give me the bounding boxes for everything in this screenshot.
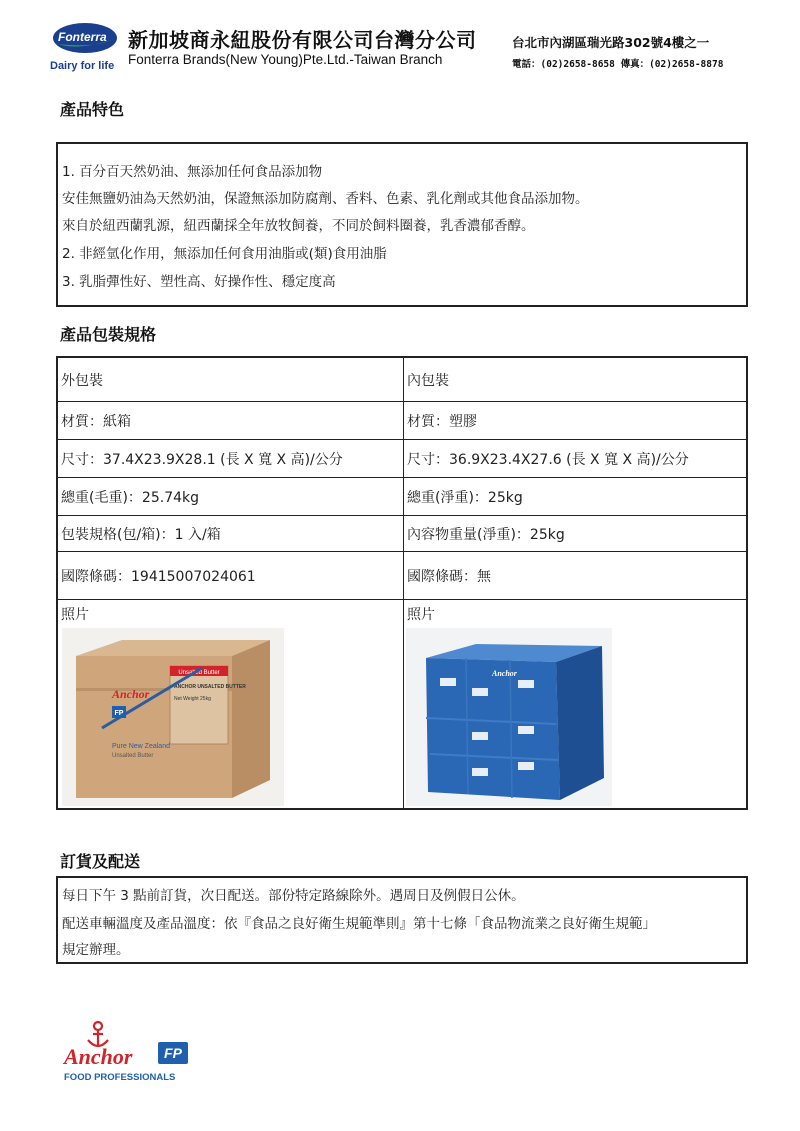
feature-line: 3. 乳脂彈性好、塑性高、好操作性、穩定度高 (62, 274, 336, 290)
outer-cell: 材質：紙箱 (58, 402, 404, 439)
carton-label-title: Unsalted Butter (178, 670, 220, 676)
company-name-zh: 新加坡商永紐股份有限公司台灣分公司 (128, 28, 477, 52)
company-name-en: Fonterra Brands(New Young)Pte.Ltd.-Taiwan Branch (128, 52, 443, 67)
table-row (58, 358, 746, 402)
features-title: 產品特色 (60, 100, 125, 119)
carton-brand: Anchor (112, 687, 150, 701)
fonterra-tagline: Dairy for life (50, 60, 115, 72)
anchor-fp-logo (58, 1000, 198, 1088)
feature-line: 來自於紐西蘭乳源，紐西蘭採全年放牧飼養，不同於飼料圈養，乳香濃郁香醇。 (62, 218, 535, 234)
feature-line: 安佳無鹽奶油為天然奶油，保證無添加防腐劑、香料、色素、乳化劑或其他食品添加物。 (62, 191, 589, 207)
photo-label: 照片 (407, 607, 435, 623)
order-line: 每日下午 3 點前訂貨，次日配送。部份特定路線除外。遇周日及例假日公休。 (62, 888, 525, 904)
food-professionals-tagline: FOOD PROFESSIONALS (64, 1072, 176, 1083)
table-row (58, 402, 746, 440)
features-box (56, 142, 748, 307)
inner-cell: 總重(淨重)：25kg (407, 489, 523, 506)
company-address: 台北市內湖區瑞光路302號4樓之一 (512, 35, 710, 50)
order-box (56, 876, 748, 964)
fonterra-logo (50, 22, 120, 78)
letterhead (0, 0, 800, 84)
table-row (58, 440, 746, 478)
order-title: 訂貨及配送 (60, 852, 141, 871)
inner-cell: 內容物重量(淨重)：25kg (407, 526, 565, 543)
carton-fp-badge: FP (114, 710, 124, 717)
inner-cell: 國際條碼：無 (407, 568, 491, 585)
feature-line: 1. 百分百天然奶油、無添加任何食品添加物 (62, 164, 323, 180)
photo-label: 照片 (61, 607, 89, 623)
fp-badge: FP (164, 1045, 182, 1061)
table-row (58, 516, 746, 552)
outer-cell: 總重(毛重)：25.74kg (58, 478, 404, 515)
table-row (58, 478, 746, 516)
outer-cell: 外包裝 (58, 358, 404, 401)
anchor-wordmark: Anchor (64, 1044, 133, 1069)
feature-line: 2. 非經氫化作用，無添加任何食用油脂或(類)食用油脂 (62, 246, 387, 262)
outer-cell: 尺寸：37.4X23.9X28.1 (長 X 寬 X 高)/公分 (58, 440, 404, 477)
block-brand: Anchor (492, 669, 517, 678)
outer-cell: 包裝規格(包/箱)：1 入/箱 (58, 516, 404, 551)
carton-net-weight: Net Weight 25kg (174, 696, 211, 702)
table-row (58, 552, 746, 600)
fonterra-wordmark: Fonterra (58, 30, 107, 44)
inner-cell: 內包裝 (407, 372, 449, 389)
inner-cell: 尺寸：36.9X23.4X27.6 (長 X 寬 X 高)/公分 (407, 451, 689, 468)
carton-photo (62, 628, 284, 806)
inner-cell: 材質：塑膠 (407, 413, 477, 430)
outer-cell: 國際條碼：19415007024061 (58, 552, 404, 599)
order-line: 配送車輛溫度及產品溫度：依『食品之良好衛生規範準則』第十七條「食品物流業之良好衛生規範」 (62, 916, 656, 932)
carton-label-sub: ANCHOR UNSALTED BUTTER (174, 684, 246, 690)
order-line: 規定辦理。 (62, 942, 130, 958)
packaging-title: 產品包裝規格 (60, 325, 157, 344)
butter-block-photo (406, 628, 612, 806)
carton-product: Unsalted Butter (112, 753, 154, 759)
carton-slogan: Pure New Zealand (112, 743, 170, 750)
company-contact: 電話：(02)2658-8658 傳真：(02)2658-8878 (512, 59, 724, 70)
